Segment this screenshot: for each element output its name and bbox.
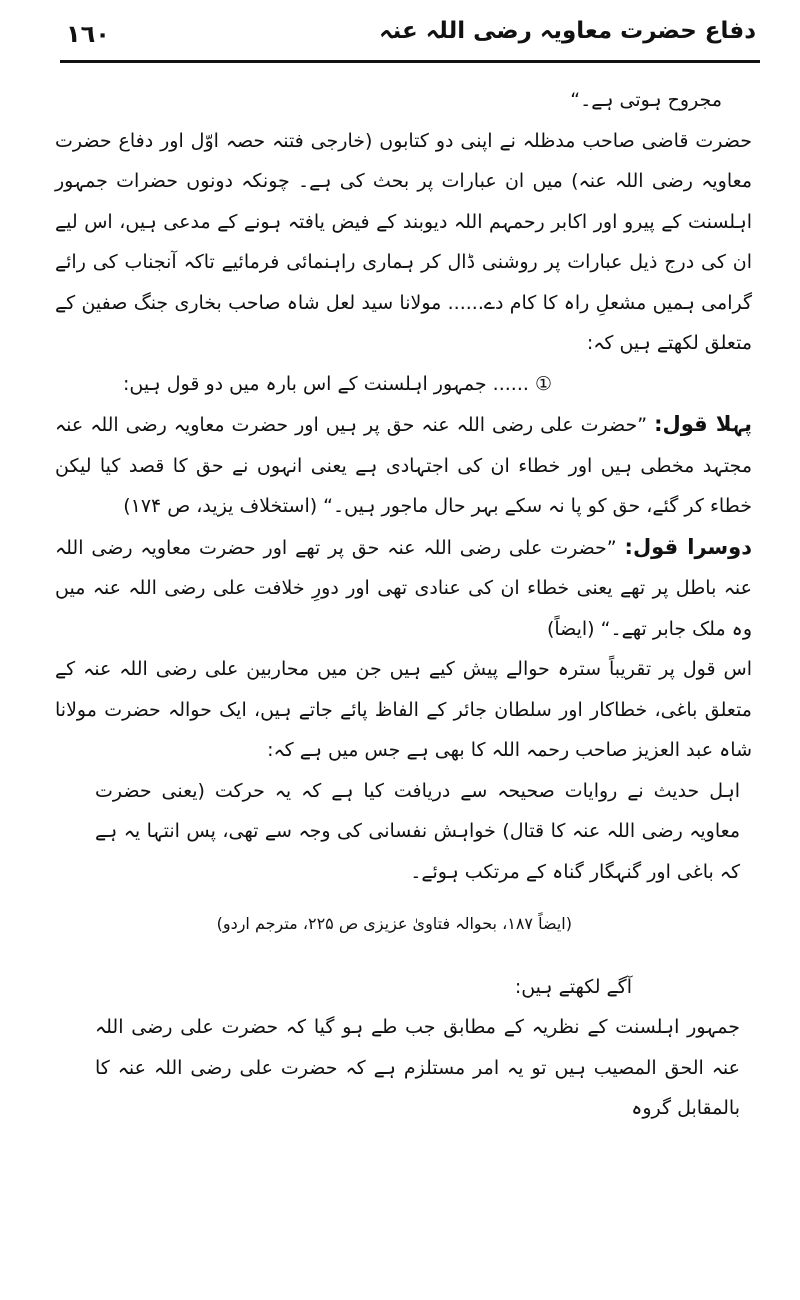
first-opinion [55,404,762,527]
first-opinion-label: پہلا قول: [654,412,753,436]
paragraph-references: اس قول پر تقریباً سترہ حوالے پیش کیے ہیں جن میں محاربین علی رضی اللہ عنہ کے متعلق باغی، خطاکار اور سلطان جائر کے الفاظ پائے جاتے ہیں، ایک حوالہ حضرت مولانا شاہ عبد العزیز صاحب رحمہ اللہ کا بھی ہے جس میں ہے کہ: [55,658,752,761]
citation-reference: (ایضاً ۱۸۷، بحوالہ فتاویٰ عزیزی ص ۲۲۵، مترجم اردو) [216,914,572,933]
first-opinion-text: ”حضرت علی رضی اللہ عنہ حق پر ہیں اور حضرت معاویہ رضی اللہ عنہ مجتہد مخطی ہیں اور خطاء ان کی اجتہادی ہے یعنی انہوں نے حق کا قصد کیا لیکن خطاء کر گئے، حق کو پا نہ سکے بہر حال ماجور ہیں۔“ (استخلاف یزید، ص ۱۷۴) [55,414,752,517]
second-opinion-label: دوسرا قول: [624,534,752,559]
header-divider [60,60,760,63]
second-opinion [55,527,762,650]
block-quote-2 [55,1007,740,1129]
running-title: دفاع حضرت معاویہ رضی اللہ عنہ [379,18,756,44]
page-number: ١٦٠ [66,20,110,48]
paragraph-continuation: مجروح ہوتی ہے۔“ [570,89,722,111]
second-opinion-text: ”حضرت علی رضی اللہ عنہ حق پر تھے اور حضرت معاویہ رضی اللہ عنہ باطل پر تھے یعنی خطاء ان کی عنادی تھی اور دورِ خلافت علی رضی اللہ عنہ میں وہ ملک جابر تھے۔“ (ایضاً) [55,536,752,640]
paragraph-intro [55,121,762,364]
page-header [60,12,760,56]
block-quote-1-text: اہل حدیث نے روایات صحیحہ سے دریافت کیا ہے کہ یہ حرکت (یعنی حضرت معاویہ رضی اللہ عنہ کا قتال) خواہش نفسانی کی وجہ سے تھی، پس انتہا یہ ہے کہ باغی اور گنہگار گناہ کے مرتکب ہوئے۔ [95,779,740,883]
paragraph-intro-tail: مولانا سید لعل شاہ صاحب بخاری جنگ صفین کے متعلق لکھتے ہیں کہ: [55,291,752,354]
numbered-item-1: ① ...... جمہور اہلسنت کے اس بارہ میں دو قول ہیں: [122,372,552,395]
paragraph-intro-text: حضرت قاضی صاحب مدظلہ نے اپنی دو کتابوں (خارجی فتنہ حصہ اوّل اور دفاع حضرت معاویہ رضی اللہ عنہ) میں ان عبارات پر بحث کی ہے۔ چونکہ دونوں حضرات جمہور اہلسنت کے پیرو اور اکابر رحمہم اللہ دیوبند کے فیض یافتہ ہونے کے مدعی ہیں، اس لیے ان کی درج ذیل عبارات پر روشنی ڈال کر ہماری راہنمائی فرمائیے تاکہ آنجناب کی رائے گرامی ہمیں مشعلِ راہ کا کام دے...... [55,129,753,314]
page-body [55,80,762,1129]
paragraph-further: آگے لکھتے ہیں: [514,975,632,998]
block-quote-2-text: جمہور اہلسنت کے نظریہ کے مطابق جب طے ہو گیا کہ حضرت علی رضی اللہ عنہ الحق المصیب ہیں تو یہ امر مستلزم ہے کہ حضرت علی رضی اللہ عنہ کا بالمقابل گروہ [95,1016,740,1119]
block-quote-1 [55,771,740,893]
